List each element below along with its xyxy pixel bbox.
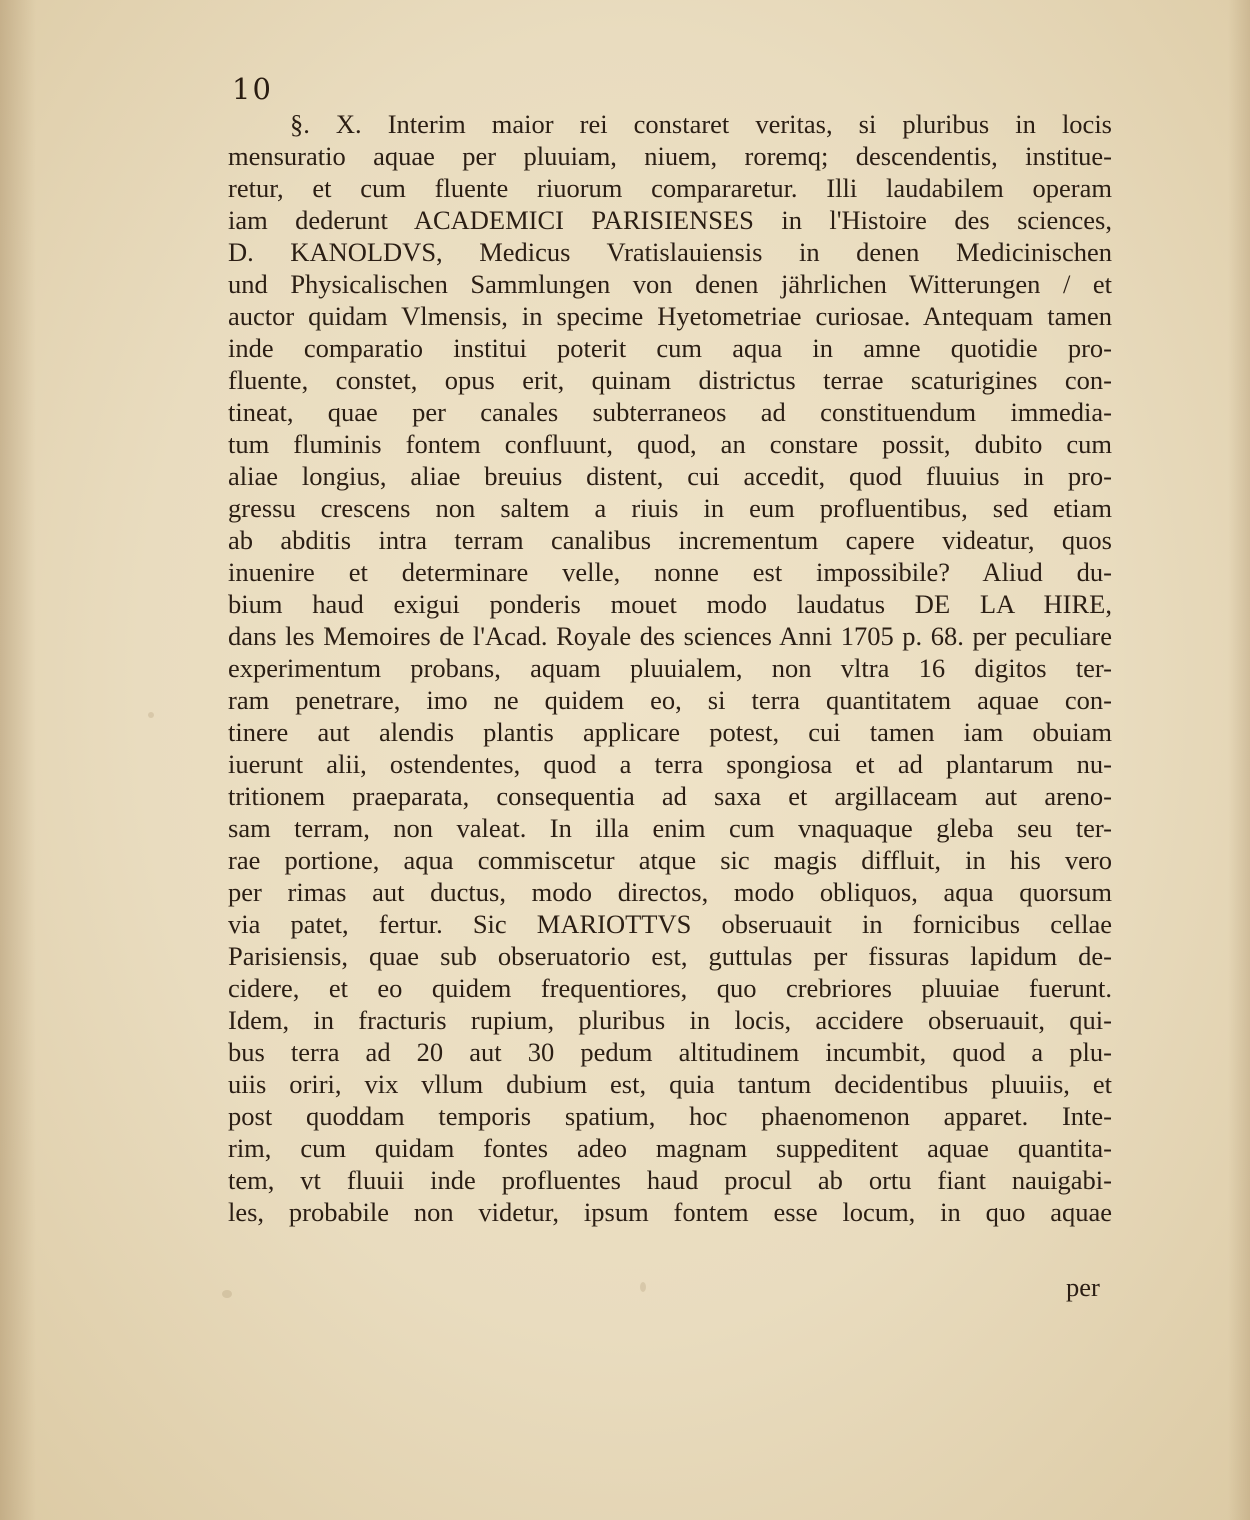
text-line: ab abditis intra terram canalibus incrementum capere videatur, quos bbox=[228, 525, 1112, 555]
text-line: les, probabile non videtur, ipsum fontem esse locum, in quo aquae bbox=[228, 1197, 1112, 1227]
paper-stain bbox=[222, 1290, 232, 1298]
text-line: post quoddam temporis spatium, hoc phaenomenon apparet. Inte- bbox=[228, 1101, 1112, 1131]
text-line: bus terra ad 20 aut 30 pedum altitudinem incumbit, quod a plu- bbox=[228, 1037, 1112, 1067]
text-line: Parisiensis, quae sub obseruatorio est, guttulas per fissuras lapidum de- bbox=[228, 941, 1112, 971]
text-line: rae portione, aqua commiscetur atque sic magis diffluit, in his vero bbox=[228, 845, 1112, 875]
text-line: gressu crescens non saltem a riuis in eum profluentibus, sed etiam bbox=[228, 493, 1112, 523]
text-line: fluente, constet, opus erit, quinam districtus terrae scaturigines con- bbox=[228, 365, 1112, 395]
text-line: rim, cum quidam fontes adeo magnam suppeditent aquae quantita- bbox=[228, 1133, 1112, 1163]
page-number: 10 bbox=[232, 72, 273, 106]
paper-stain bbox=[148, 712, 154, 718]
text-line: per rimas aut ductus, modo directos, modo obliquos, aqua quorsum bbox=[228, 877, 1112, 907]
text-line: bium haud exigui ponderis mouet modo laudatus DE LA HIRE, bbox=[228, 589, 1112, 619]
text-line: Idem, in fracturis rupium, pluribus in locis, accidere obseruauit, qui- bbox=[228, 1005, 1112, 1035]
text-line: dans les Memoires de l'Acad. Royale des sciences Anni 1705 p. 68. per peculiare bbox=[228, 621, 1112, 651]
text-line: aliae longius, aliae breuius distent, cui accedit, quod fluuius in pro- bbox=[228, 461, 1112, 491]
catchword: per bbox=[1066, 1272, 1100, 1302]
text-line: iuerunt alii, ostendentes, quod a terra spongiosa et ad plantarum nu- bbox=[228, 749, 1112, 779]
text-line: tum fluminis fontem confluunt, quod, an constare possit, dubito cum bbox=[228, 429, 1112, 459]
text-line: experimentum probans, aquam pluuialem, non vltra 16 digitos ter- bbox=[228, 653, 1112, 683]
body-text bbox=[228, 108, 1112, 1228]
paper-stain bbox=[640, 1282, 646, 1292]
text-line: cidere, et eo quidem frequentiores, quo crebriores pluuiae fuerunt. bbox=[228, 973, 1112, 1003]
text-line: sam terram, non valeat. In illa enim cum vnaquaque gleba seu ter- bbox=[228, 813, 1112, 843]
text-line: uiis oriri, vix vllum dubium est, quia tantum decidentibus pluuiis, et bbox=[228, 1069, 1112, 1099]
text-line: §. X. Interim maior rei constaret veritas, si pluribus in locis bbox=[290, 109, 1112, 139]
text-line: tritionem praeparata, consequentia ad saxa et argillaceam aut areno- bbox=[228, 781, 1112, 811]
text-line: iam dederunt ACADEMICI PARISIENSES in l'Histoire des sciences, bbox=[228, 205, 1112, 235]
text-line: tineat, quae per canales subterraneos ad constituendum immedia- bbox=[228, 397, 1112, 427]
text-line: tem, vt fluuii inde profluentes haud procul ab ortu fiant nauigabi- bbox=[228, 1165, 1112, 1195]
text-line: auctor quidam Vlmensis, in specime Hyetometriae curiosae. Antequam tamen bbox=[228, 301, 1112, 331]
text-line: retur, et cum fluente riuorum compararetur. Illi laudabilem operam bbox=[228, 173, 1112, 203]
page-edge-shadow bbox=[1228, 0, 1250, 1520]
text-line: tinere aut alendis plantis applicare potest, cui tamen iam obuiam bbox=[228, 717, 1112, 747]
binding-shadow bbox=[0, 0, 36, 1520]
text-line: ram penetrare, imo ne quidem eo, si terra quantitatem aquae con- bbox=[228, 685, 1112, 715]
text-line: via patet, fertur. Sic MARIOTTVS obseruauit in fornicibus cellae bbox=[228, 909, 1112, 939]
text-line: inde comparatio institui poterit cum aqua in amne quotidie pro- bbox=[228, 333, 1112, 363]
text-line: D. KANOLDVS, Medicus Vratislauiensis in denen Medicinischen bbox=[228, 237, 1112, 267]
text-line: mensuratio aquae per pluuiam, niuem, roremq; descendentis, institue- bbox=[228, 141, 1112, 171]
text-line: inuenire et determinare velle, nonne est impossibile? Aliud du- bbox=[228, 557, 1112, 587]
text-line: und Physicalischen Sammlungen von denen jährlichen Witterungen / et bbox=[228, 269, 1112, 299]
